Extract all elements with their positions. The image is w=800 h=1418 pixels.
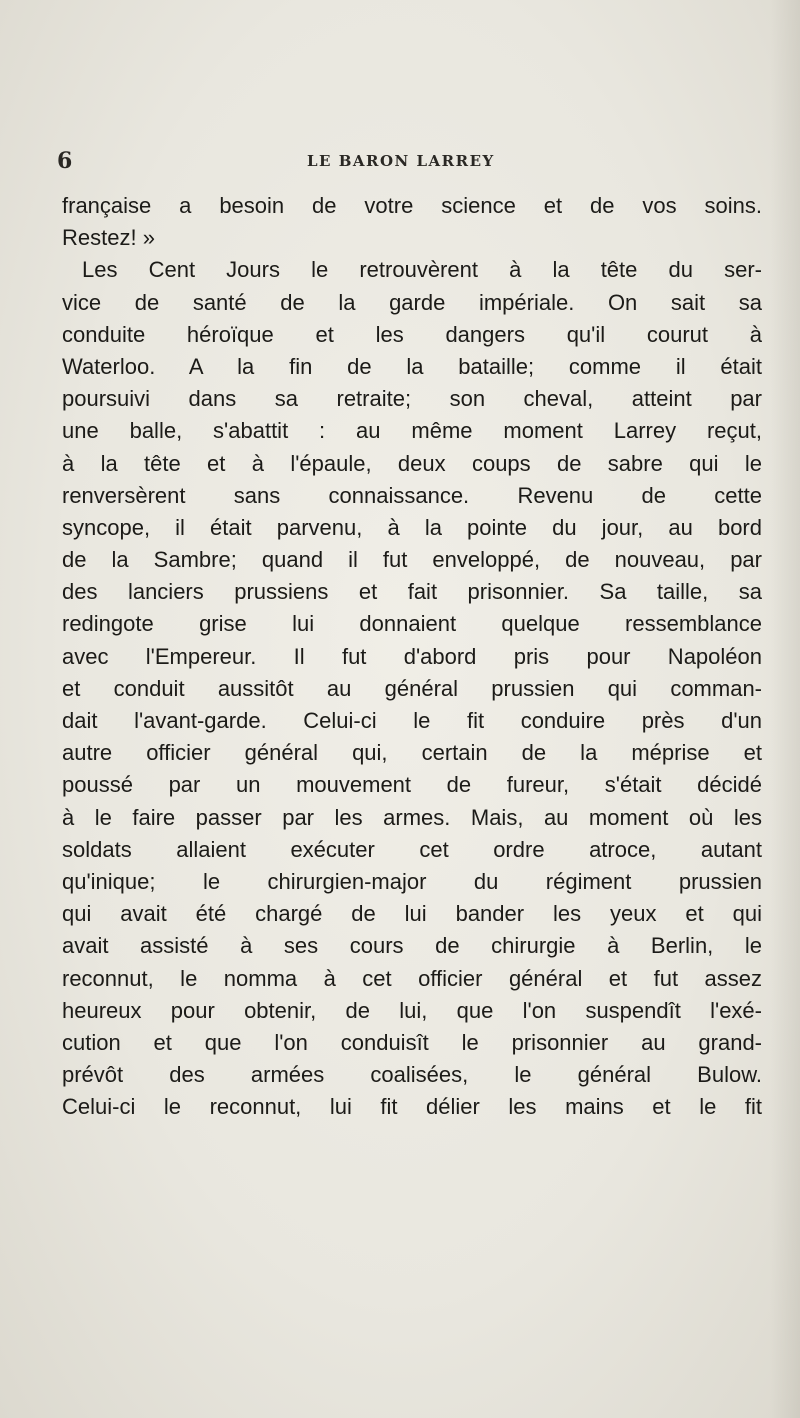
text-line: qui avait été chargé de lui bander les yeux et qui	[62, 901, 762, 927]
text-line: Waterloo. A la fin de la bataille; comme il était	[62, 353, 762, 379]
text-line: des lanciers prussiens et fait prisonnier. Sa taille, sa	[62, 579, 762, 605]
text-line: prévôt des armées coalisées, le général Bulow.	[62, 1062, 762, 1088]
text-line: à le faire passer par les armes. Mais, au moment où les	[62, 804, 762, 830]
text-line: syncope, il était parvenu, à la pointe du jour, au bord	[62, 514, 762, 540]
text-line: autre officier général qui, certain de la méprise et	[62, 740, 762, 766]
text-line: avec l'Empereur. Il fut d'abord pris pour Napoléon	[62, 643, 762, 669]
text-line: de la Sambre; quand il fut enveloppé, de nouveau, par	[62, 547, 762, 573]
text-line: qu'inique; le chirurgien-major du régiment prussien	[62, 868, 762, 894]
text-line: avait assisté à ses cours de chirurgie à Berlin, le	[62, 933, 762, 959]
body-text	[62, 190, 762, 1123]
text-line: une balle, s'abattit : au même moment Larrey reçut,	[62, 418, 762, 444]
text-line: française a besoin de votre science et de vos soins.	[62, 193, 762, 218]
text-line: reconnut, le nomma à cet officier général et fut assez	[62, 965, 762, 991]
page-header	[57, 150, 757, 172]
text-line: vice de santé de la garde impériale. On sait sa	[62, 289, 762, 315]
page-edge-shadow	[770, 0, 800, 1418]
text-line: conduite héroïque et les dangers qu'il courut à	[62, 321, 762, 347]
text-line: à la tête et à l'épaule, deux coups de sabre qui le	[62, 450, 762, 476]
page-number: 6	[57, 148, 73, 174]
text-line: redingote grise lui donnaient quelque ressemblance	[62, 611, 762, 637]
text-line: heureux pour obtenir, de lui, que l'on suspendît l'exé-	[62, 997, 762, 1023]
running-head: LE BARON LARREY	[307, 152, 495, 170]
text-line: poursuivi dans sa retraite; son cheval, atteint par	[62, 386, 762, 412]
text-line: Celui-ci le reconnut, lui fit délier les mains et le fit	[62, 1094, 762, 1120]
text-line: cution et que l'on conduisît le prisonnier au grand-	[62, 1029, 762, 1055]
text-line: Les Cent Jours le retrouvèrent à la tête du ser-	[82, 257, 762, 283]
text-line: dait l'avant-garde. Celui-ci le fit conduire près d'un	[62, 708, 762, 733]
text-line: poussé par un mouvement de fureur, s'était décidé	[62, 772, 762, 798]
text-line: Restez! »	[62, 225, 155, 251]
text-line: soldats allaient exécuter cet ordre atroce, autant	[62, 836, 762, 862]
text-line: renversèrent sans connaissance. Revenu de cette	[62, 482, 762, 508]
text-line: et conduit aussitôt au général prussien qui comman-	[62, 675, 762, 701]
